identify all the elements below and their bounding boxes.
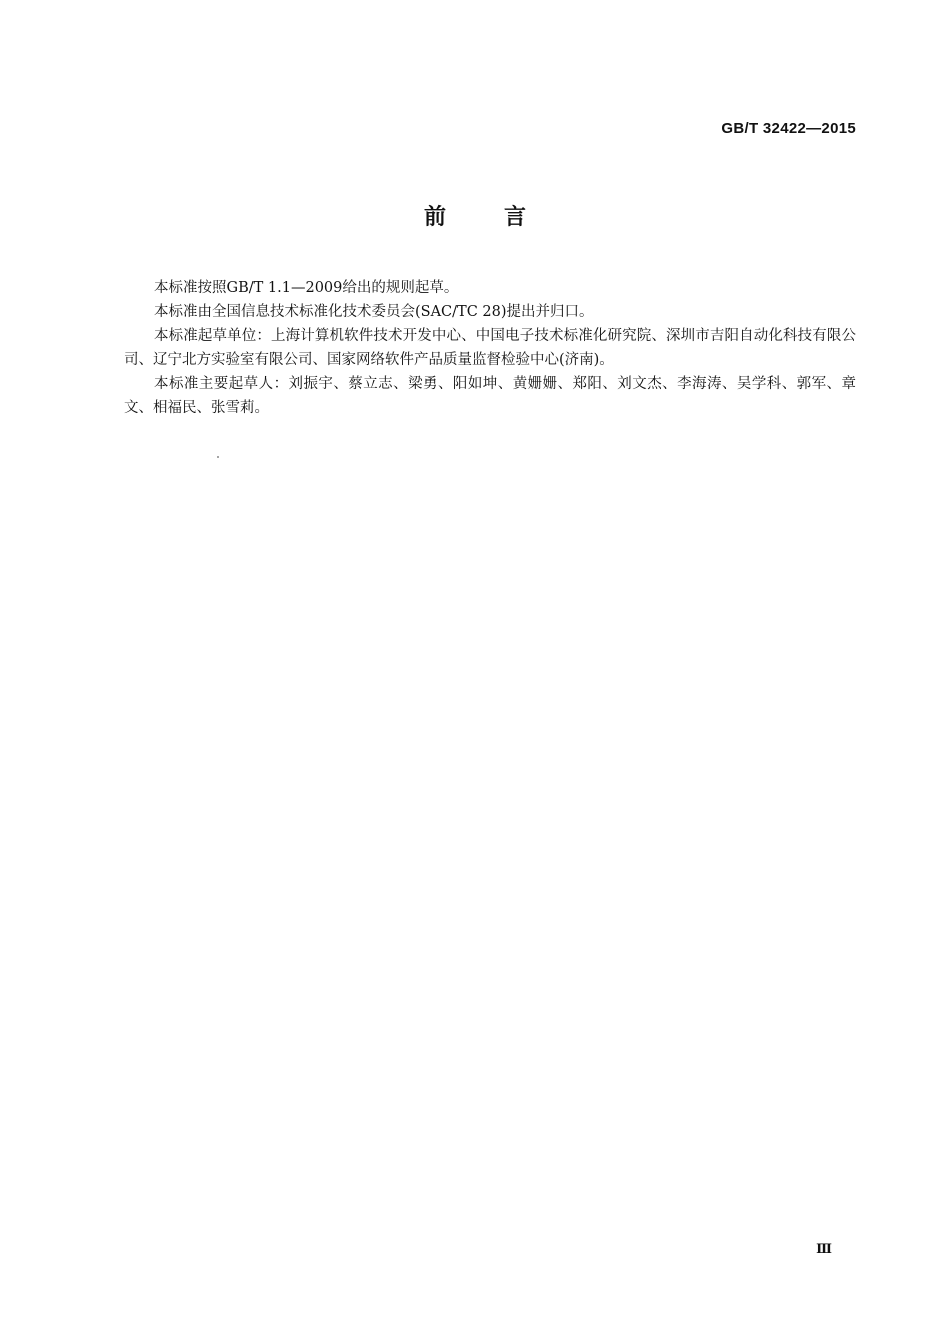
scan-speck	[217, 456, 219, 458]
paragraph-proposer: 本标准由全国信息技术标准化技术委员会(SAC/TC 28)提出并归口。	[154, 304, 594, 320]
paragraph-drafting-units: 本标准起草单位：上海计算机软件技术开发中心、中国电子技术标准化研究院、深圳市吉阳自动化科技有限公司、辽宁北方实验室有限公司、国家网络软件产品质量监督检验中心(济南)。	[124, 328, 856, 368]
standard-code: GB/T 32422—2015	[721, 120, 856, 137]
page-number: Ⅲ	[816, 1242, 832, 1257]
page-title: 前言	[423, 205, 584, 230]
paragraph-drafters: 本标准主要起草人：刘振宇、蔡立志、梁勇、阳如坤、黄姗姗、郑阳、刘文杰、李海涛、吴学科、郭军、章文、相福民、张雪莉。	[124, 376, 856, 416]
foreword-body	[124, 276, 856, 420]
paragraph-drafting-rules: 本标准按照GB/T 1.1—2009给出的规则起草。	[154, 280, 459, 296]
